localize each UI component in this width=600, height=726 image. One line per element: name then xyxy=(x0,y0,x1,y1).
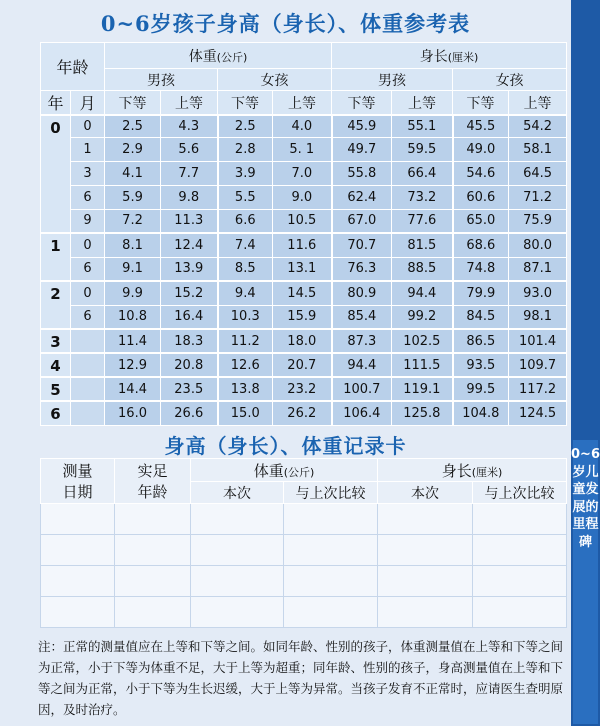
age-header: 年龄 xyxy=(41,43,105,91)
record-cell[interactable] xyxy=(41,504,115,535)
data-row xyxy=(41,257,567,281)
record-height-header: 身长(厘米) xyxy=(378,459,567,482)
value-cell: 5. 1 xyxy=(273,137,332,161)
year-cell: 3 xyxy=(41,329,71,353)
value-cell: 10.3 xyxy=(218,305,273,329)
data-row xyxy=(41,401,567,425)
value-cell: 13.1 xyxy=(273,257,332,281)
value-cell: 81.5 xyxy=(392,233,453,257)
value-cell: 9.0 xyxy=(273,185,332,209)
data-row xyxy=(41,377,567,401)
value-cell: 64.5 xyxy=(509,161,567,185)
value-cell: 99.2 xyxy=(392,305,453,329)
record-cell[interactable] xyxy=(284,535,378,566)
value-cell: 70.7 xyxy=(332,233,392,257)
year-cell: 4 xyxy=(41,353,71,377)
value-cell: 5.5 xyxy=(218,185,273,209)
side-tab xyxy=(571,0,600,726)
value-cell: 9.9 xyxy=(105,281,161,305)
height-this-time-header: 本次 xyxy=(378,482,473,504)
value-cell: 7.4 xyxy=(218,233,273,257)
value-cell: 85.4 xyxy=(332,305,392,329)
value-cell: 87.3 xyxy=(332,329,392,353)
lower-header: 下等 xyxy=(332,91,392,116)
value-cell: 14.5 xyxy=(273,281,332,305)
value-cell: 13.9 xyxy=(161,257,218,281)
lower-header: 下等 xyxy=(453,91,509,116)
value-cell: 4.3 xyxy=(161,115,218,137)
lower-header: 下等 xyxy=(218,91,273,116)
value-cell: 60.6 xyxy=(453,185,509,209)
value-cell: 10.5 xyxy=(273,209,332,233)
value-cell: 9.4 xyxy=(218,281,273,305)
value-cell: 3.9 xyxy=(218,161,273,185)
value-cell: 93.5 xyxy=(453,353,509,377)
value-cell: 59.5 xyxy=(392,137,453,161)
value-cell: 2.5 xyxy=(218,115,273,137)
value-cell: 87.1 xyxy=(509,257,567,281)
value-cell: 5.9 xyxy=(105,185,161,209)
value-cell: 23.5 xyxy=(161,377,218,401)
value-cell: 55.8 xyxy=(332,161,392,185)
value-cell: 11.6 xyxy=(273,233,332,257)
weight-boy-header: 男孩 xyxy=(105,69,218,91)
record-cell[interactable] xyxy=(115,504,191,535)
weight-this-time-header: 本次 xyxy=(191,482,284,504)
value-cell: 119.1 xyxy=(392,377,453,401)
weight-header: 体重(公斤) xyxy=(105,43,332,69)
measure-date-header: 测量 日期 xyxy=(41,459,115,504)
record-row xyxy=(41,566,567,597)
month-cell: 0 xyxy=(71,233,105,257)
value-cell: 62.4 xyxy=(332,185,392,209)
value-cell: 2.9 xyxy=(105,137,161,161)
value-cell: 94.4 xyxy=(332,353,392,377)
value-cell: 65.0 xyxy=(453,209,509,233)
record-cell[interactable] xyxy=(473,535,567,566)
page-title: 0~6岁孩子身高（身长）、体重参考表 xyxy=(100,11,471,36)
value-cell: 26.6 xyxy=(161,401,218,425)
value-cell: 66.4 xyxy=(392,161,453,185)
data-row xyxy=(41,305,567,329)
month-cell: 6 xyxy=(71,257,105,281)
value-cell: 9.8 xyxy=(161,185,218,209)
record-cell[interactable] xyxy=(41,535,115,566)
value-cell: 2.5 xyxy=(105,115,161,137)
value-cell: 49.7 xyxy=(332,137,392,161)
value-cell: 26.2 xyxy=(273,401,332,425)
record-cell[interactable] xyxy=(284,566,378,597)
value-cell: 6.6 xyxy=(218,209,273,233)
data-row xyxy=(41,281,567,305)
value-cell: 14.4 xyxy=(105,377,161,401)
value-cell: 58.1 xyxy=(509,137,567,161)
value-cell: 74.8 xyxy=(453,257,509,281)
record-row xyxy=(41,504,567,535)
value-cell: 12.6 xyxy=(218,353,273,377)
value-cell: 68.6 xyxy=(453,233,509,257)
data-row xyxy=(41,329,567,353)
value-cell: 109.7 xyxy=(509,353,567,377)
value-cell: 101.4 xyxy=(509,329,567,353)
data-row xyxy=(41,161,567,185)
value-cell: 67.0 xyxy=(332,209,392,233)
value-cell: 4.0 xyxy=(273,115,332,137)
value-cell: 100.7 xyxy=(332,377,392,401)
value-cell: 111.5 xyxy=(392,353,453,377)
record-cell[interactable] xyxy=(473,566,567,597)
value-cell: 125.8 xyxy=(392,401,453,425)
upper-header: 上等 xyxy=(509,91,567,116)
record-card-table xyxy=(40,458,567,628)
month-cell xyxy=(71,329,105,353)
weight-girl-header: 女孩 xyxy=(218,69,332,91)
month-cell: 1 xyxy=(71,137,105,161)
value-cell: 15.0 xyxy=(218,401,273,425)
value-cell: 7.2 xyxy=(105,209,161,233)
value-cell: 79.9 xyxy=(453,281,509,305)
month-cell: 3 xyxy=(71,161,105,185)
value-cell: 7.0 xyxy=(273,161,332,185)
record-cell[interactable] xyxy=(378,504,473,535)
value-cell: 13.8 xyxy=(218,377,273,401)
record-cell[interactable] xyxy=(41,566,115,597)
value-cell: 80.9 xyxy=(332,281,392,305)
value-cell: 49.0 xyxy=(453,137,509,161)
value-cell: 18.0 xyxy=(273,329,332,353)
value-cell: 88.5 xyxy=(392,257,453,281)
month-header: 月 xyxy=(71,91,105,116)
value-cell: 2.8 xyxy=(218,137,273,161)
actual-age-header: 实足 年龄 xyxy=(115,459,191,504)
record-cell[interactable] xyxy=(115,566,191,597)
value-cell: 76.3 xyxy=(332,257,392,281)
value-cell: 99.5 xyxy=(453,377,509,401)
value-cell: 117.2 xyxy=(509,377,567,401)
record-cell[interactable] xyxy=(191,566,284,597)
year-cell: 5 xyxy=(41,377,71,401)
value-cell: 8.1 xyxy=(105,233,161,257)
record-cell[interactable] xyxy=(284,504,378,535)
value-cell: 104.8 xyxy=(453,401,509,425)
record-row xyxy=(41,597,567,628)
value-cell: 102.5 xyxy=(392,329,453,353)
height-header: 身长(厘米) xyxy=(332,43,567,69)
value-cell: 23.2 xyxy=(273,377,332,401)
value-cell: 9.1 xyxy=(105,257,161,281)
record-cell[interactable] xyxy=(115,597,191,628)
month-cell: 9 xyxy=(71,209,105,233)
value-cell: 98.1 xyxy=(509,305,567,329)
month-cell: 0 xyxy=(71,115,105,137)
value-cell: 12.4 xyxy=(161,233,218,257)
year-cell: 6 xyxy=(41,401,71,425)
value-cell: 94.4 xyxy=(392,281,453,305)
value-cell: 11.2 xyxy=(218,329,273,353)
value-cell: 54.2 xyxy=(509,115,567,137)
height-girl-header: 女孩 xyxy=(453,69,567,91)
reference-table xyxy=(40,42,567,426)
value-cell: 84.5 xyxy=(453,305,509,329)
value-cell: 5.6 xyxy=(161,137,218,161)
record-card-title: 身高（身长）、体重记录卡 xyxy=(164,434,407,458)
value-cell: 15.9 xyxy=(273,305,332,329)
month-cell xyxy=(71,353,105,377)
record-weight-header: 体重(公斤) xyxy=(191,459,378,482)
record-cell[interactable] xyxy=(191,535,284,566)
value-cell: 106.4 xyxy=(332,401,392,425)
month-cell xyxy=(71,377,105,401)
upper-header: 上等 xyxy=(392,91,453,116)
side-tab-label: 0~6岁儿童发展的里程碑 xyxy=(571,447,600,550)
value-cell: 124.5 xyxy=(509,401,567,425)
value-cell: 11.3 xyxy=(161,209,218,233)
value-cell: 45.9 xyxy=(332,115,392,137)
value-cell: 16.4 xyxy=(161,305,218,329)
month-cell: 6 xyxy=(71,305,105,329)
record-row xyxy=(41,535,567,566)
data-row xyxy=(41,185,567,209)
value-cell: 86.5 xyxy=(453,329,509,353)
value-cell: 55.1 xyxy=(392,115,453,137)
record-cell[interactable] xyxy=(115,535,191,566)
value-cell: 93.0 xyxy=(509,281,567,305)
value-cell: 8.5 xyxy=(218,257,273,281)
record-cell[interactable] xyxy=(473,504,567,535)
value-cell: 18.3 xyxy=(161,329,218,353)
data-row xyxy=(41,137,567,161)
value-cell: 54.6 xyxy=(453,161,509,185)
weight-compare-header: 与上次比较 xyxy=(284,482,378,504)
value-cell: 75.9 xyxy=(509,209,567,233)
month-cell: 0 xyxy=(71,281,105,305)
value-cell: 15.2 xyxy=(161,281,218,305)
data-row xyxy=(41,353,567,377)
record-cell[interactable] xyxy=(284,597,378,628)
value-cell: 20.8 xyxy=(161,353,218,377)
value-cell: 10.8 xyxy=(105,305,161,329)
data-row xyxy=(41,233,567,257)
month-cell xyxy=(71,401,105,425)
value-cell: 77.6 xyxy=(392,209,453,233)
upper-header: 上等 xyxy=(273,91,332,116)
value-cell: 20.7 xyxy=(273,353,332,377)
record-cell[interactable] xyxy=(191,504,284,535)
record-cell[interactable] xyxy=(191,597,284,628)
record-cell[interactable] xyxy=(378,597,473,628)
record-cell[interactable] xyxy=(473,597,567,628)
value-cell: 4.1 xyxy=(105,161,161,185)
month-cell: 6 xyxy=(71,185,105,209)
value-cell: 7.7 xyxy=(161,161,218,185)
year-cell: 2 xyxy=(41,281,71,329)
year-cell: 1 xyxy=(41,233,71,281)
upper-header: 上等 xyxy=(161,91,218,116)
value-cell: 11.4 xyxy=(105,329,161,353)
value-cell: 16.0 xyxy=(105,401,161,425)
data-row xyxy=(41,115,567,137)
record-cell[interactable] xyxy=(41,597,115,628)
lower-header: 下等 xyxy=(105,91,161,116)
data-row xyxy=(41,209,567,233)
value-cell: 45.5 xyxy=(453,115,509,137)
footnote: 注：正常的测量值应在上等和下等之间。如同年龄、性别的孩子，体重测量值在上等和下等之间为正常，小于下等为体重不足，大于上等为超重；同年龄、性别的孩子，身高测量值在上等和下等之间为正常，小于下等为生长迟缓，大于上等为异常。当孩子发育不正常时，应请医生查明原因，及时治疗。 xyxy=(38,639,564,717)
value-cell: 71.2 xyxy=(509,185,567,209)
record-cell[interactable] xyxy=(378,535,473,566)
record-cell[interactable] xyxy=(378,566,473,597)
height-boy-header: 男孩 xyxy=(332,69,453,91)
year-header: 年 xyxy=(41,91,71,116)
height-compare-header: 与上次比较 xyxy=(473,482,567,504)
year-cell: 0 xyxy=(41,115,71,233)
value-cell: 12.9 xyxy=(105,353,161,377)
value-cell: 80.0 xyxy=(509,233,567,257)
value-cell: 73.2 xyxy=(392,185,453,209)
